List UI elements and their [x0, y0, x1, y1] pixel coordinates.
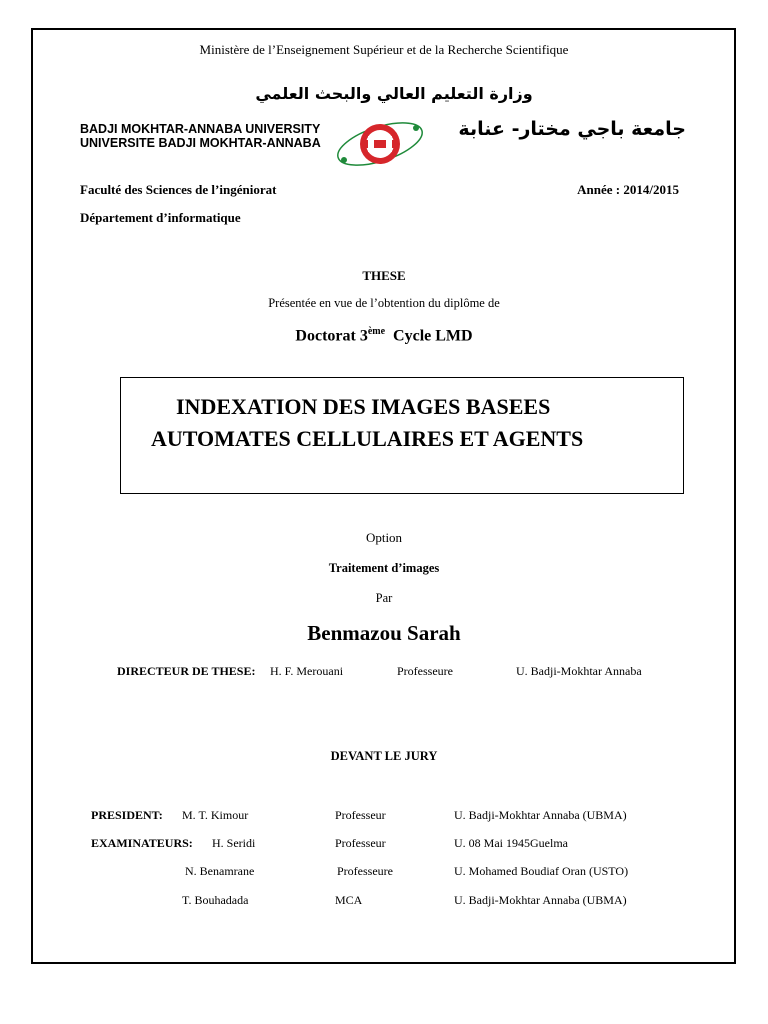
jury-member-institution: U. 08 Mai 1945Guelma — [454, 836, 568, 850]
jury-member-role: Professeur — [335, 836, 386, 850]
jury-member-institution: U. Badji-Mokhtar Annaba (UBMA) — [454, 808, 627, 822]
by-label: Par — [375, 591, 393, 605]
option-label: Option — [365, 530, 403, 545]
thesis-title-line2: AUTOMATES CELLULAIRES ET AGENTS — [151, 426, 584, 451]
university-name-en — [80, 122, 321, 150]
author-name: Benmazou Sarah — [307, 621, 461, 645]
jury-member-label: PRESIDENT: — [91, 808, 163, 822]
ministry-name-ar: وزارة التعليم العالي والبحث العلمي — [255, 84, 533, 103]
jury-member-role: Professeure — [337, 864, 393, 878]
jury-member-name: N. Benamrane — [185, 864, 255, 878]
thesis-title-box — [120, 377, 684, 494]
director-institution: U. Badji-Mokhtar Annaba — [516, 664, 642, 678]
university-name-line2: UNIVERSITE BADJI MOKHTAR-ANNABA — [80, 136, 321, 150]
thesis-title-line1: INDEXATION DES IMAGES BASEES — [176, 394, 551, 419]
director-label: DIRECTEUR DE THESE: — [117, 664, 256, 678]
degree-superscript: ème — [367, 326, 386, 337]
jury-member-label: EXAMINATEURS: — [91, 836, 193, 850]
jury-member-role: MCA — [335, 893, 363, 907]
jury-member-role: Professeur — [335, 808, 386, 822]
department-name: Département d’informatique — [80, 210, 241, 225]
faculty-name: Faculté des Sciences de l’ingéniorat — [80, 182, 277, 197]
jury-heading: DEVANT LE JURY — [330, 749, 438, 763]
thesis-kind: THESE — [362, 268, 406, 283]
university-name-line1: BADJI MOKHTAR-ANNABA UNIVERSITY — [80, 122, 321, 136]
university-name-ar: جامعة باجي مختار- عنابة — [458, 118, 686, 140]
degree-name — [0, 326, 768, 345]
jury-member-name: M. T. Kimour — [182, 808, 249, 822]
director-role: Professeure — [397, 664, 453, 678]
degree-main: Doctorat 3 — [295, 327, 368, 345]
director-name: H. F. Merouani — [270, 664, 344, 678]
jury-member-institution: U. Mohamed Boudiaf Oran (USTO) — [454, 864, 629, 878]
degree-tail: Cycle LMD — [393, 327, 473, 345]
jury-member-name: T. Bouhadada — [182, 893, 249, 907]
university-logo — [332, 114, 428, 174]
jury-member-institution: U. Badji-Mokhtar Annaba (UBMA) — [454, 893, 627, 907]
jury-member-name: H. Seridi — [212, 836, 256, 850]
academic-year: Année : 2014/2015 — [577, 182, 679, 197]
option-value: Traitement d’images — [328, 561, 440, 575]
presented-for: Présentée en vue de l’obtention du diplôme de — [268, 296, 500, 310]
ministry-name-fr: Ministère de l’Enseignement Supérieur et de la Recherche Scientifique — [199, 42, 569, 57]
